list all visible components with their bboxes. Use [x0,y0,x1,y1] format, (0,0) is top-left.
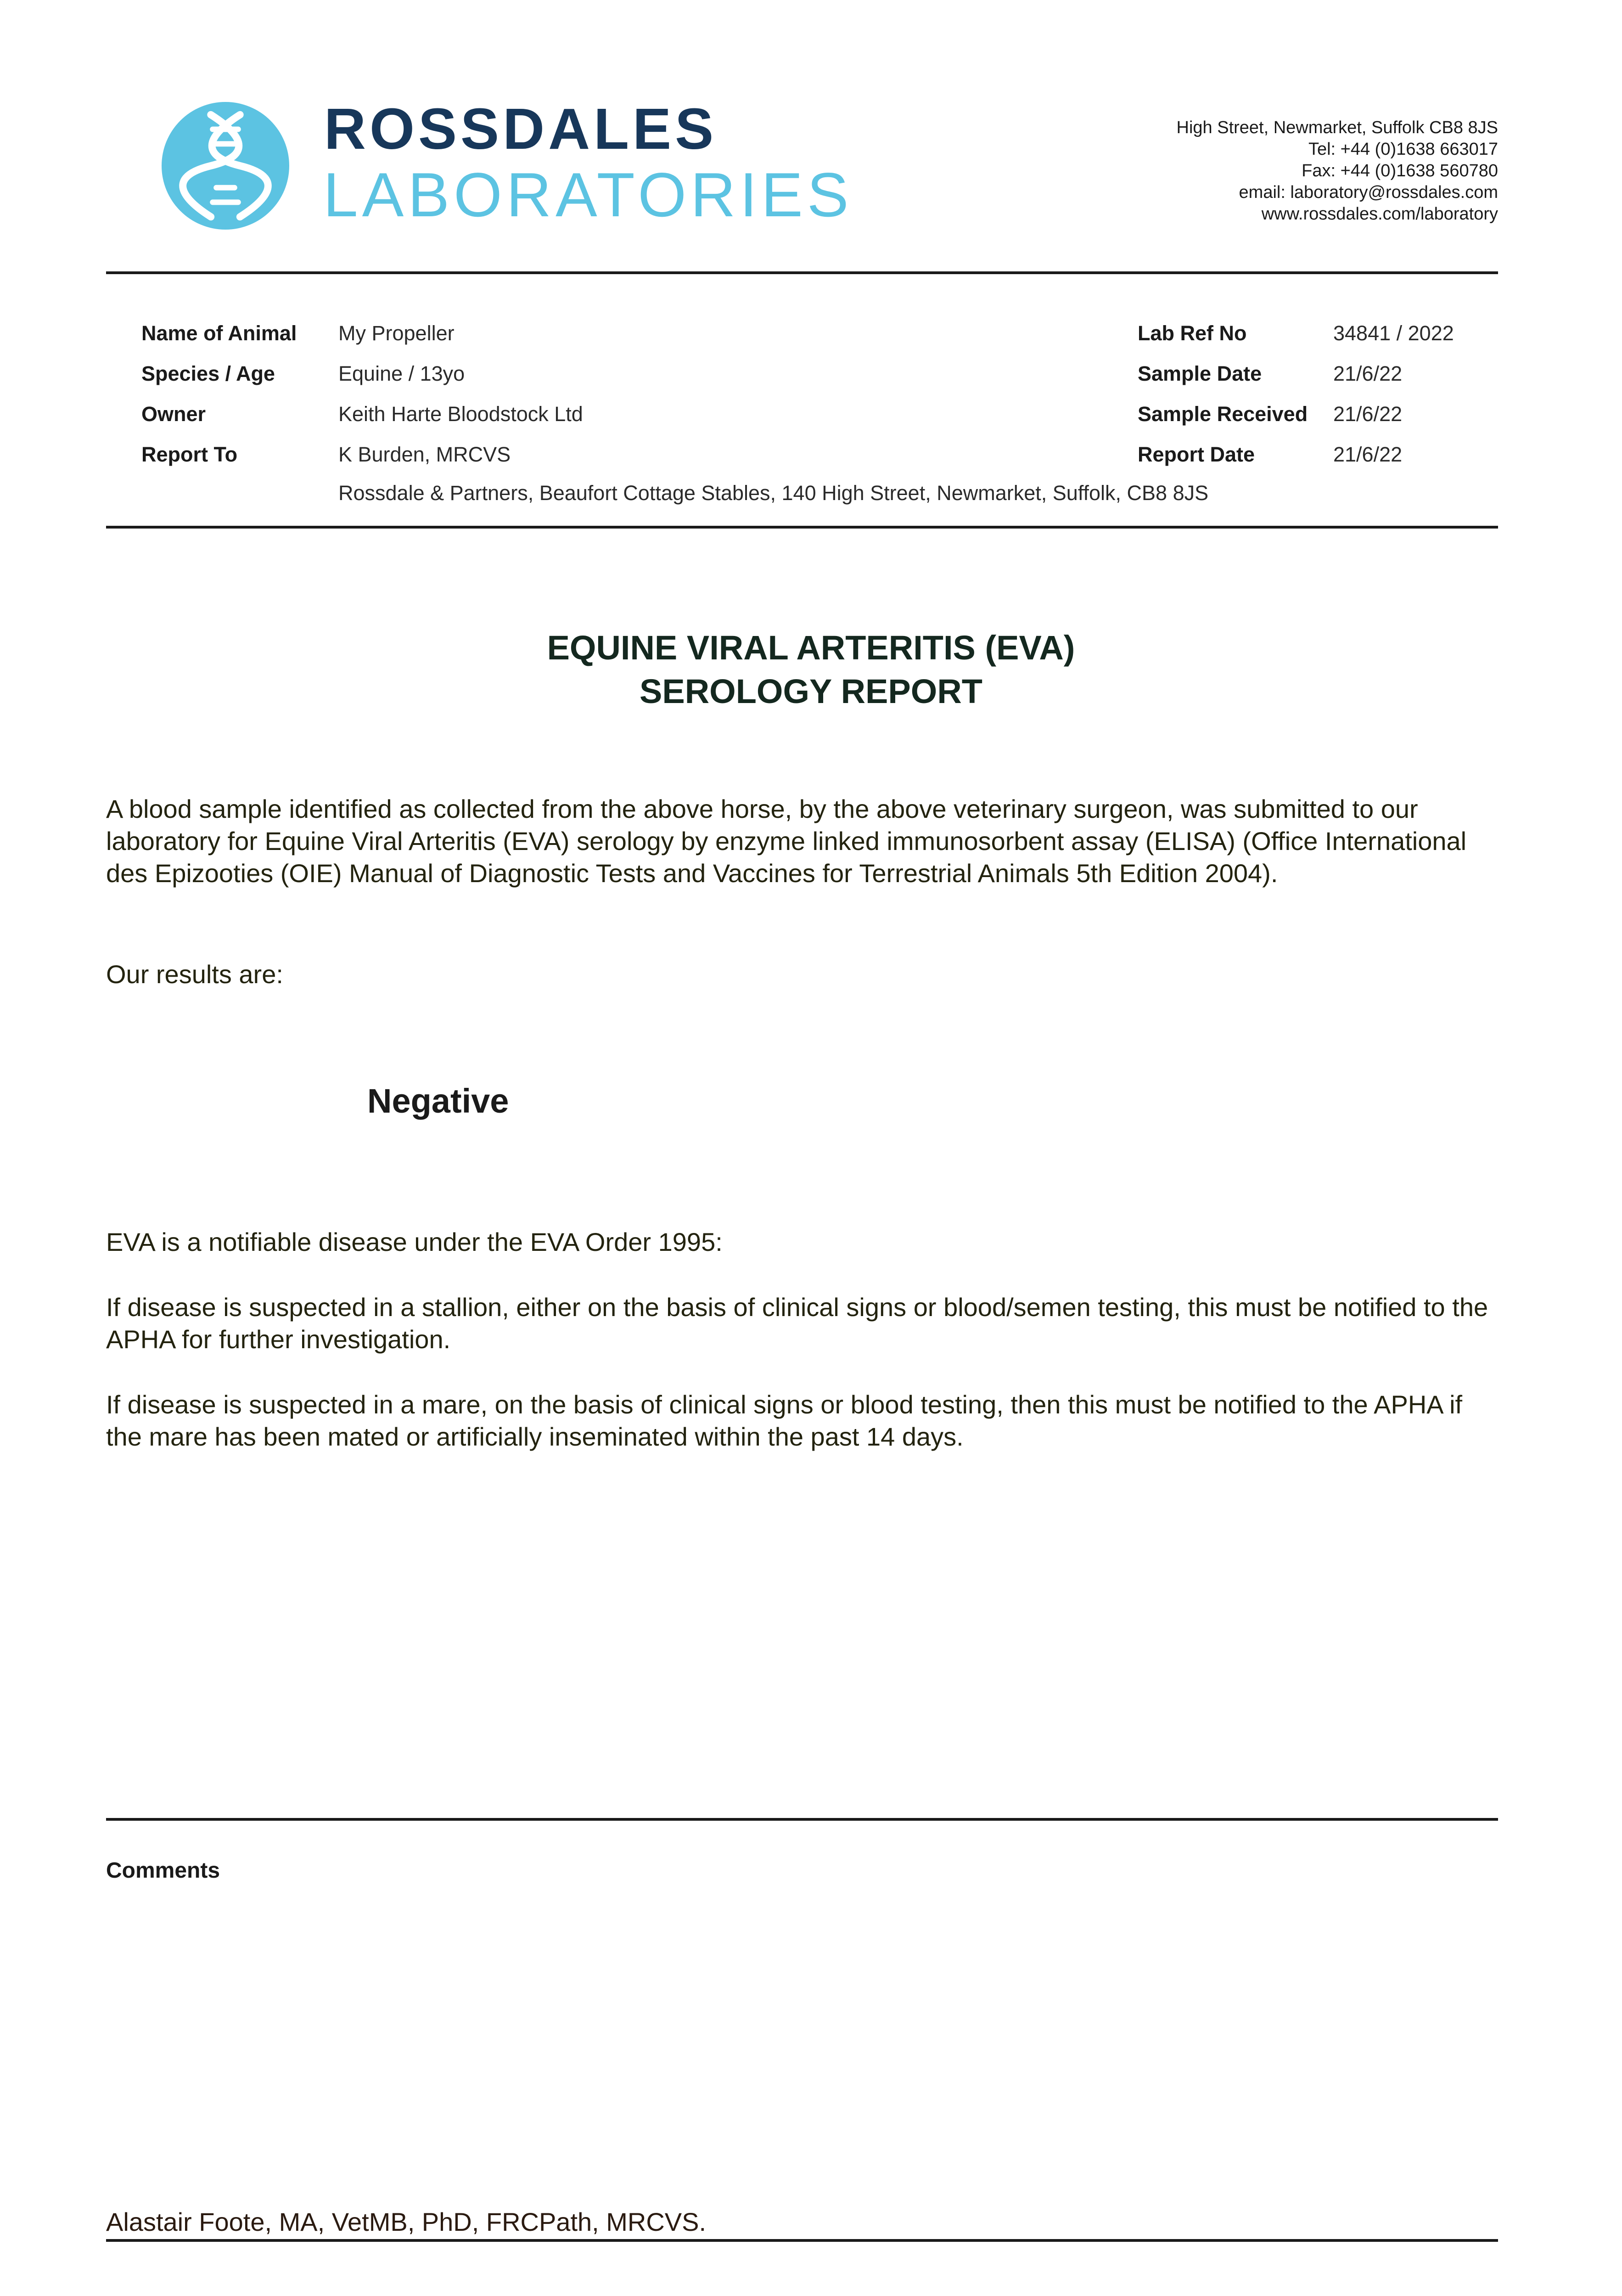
name-value: My Propeller [338,321,455,345]
sample-received-value: 21/6/22 [1333,402,1403,426]
result-value: Negative [367,1082,509,1120]
report-title-line2: SEROLOGY REPORT [640,672,982,710]
contact-email: email: laboratory@rossdales.com [1239,183,1498,202]
brand-name: ROSSDALES [324,96,718,161]
lab-ref-label: Lab Ref No [1138,321,1247,345]
comments-divider [106,1818,1498,1821]
dna-helix-icon [162,102,289,230]
report-to-address: Rossdale & Partners, Beaufort Cottage Stables, 140 High Street, Newmarket, Suffolk, CB8 8JS [338,481,1209,505]
stallion-note: If disease is suspected in a stallion, either on the basis of clinical signs or blood/semen testing, this must be notified to the APHA for further investigation. [106,1293,1488,1354]
owner-value: Keith Harte Bloodstock Ltd [338,402,583,426]
contact-block [1177,117,1498,225]
sample-date-label: Sample Date [1138,362,1262,385]
report-to-label: Report To [141,443,238,466]
results-intro: Our results are: [106,960,283,989]
lab-ref-value: 34841 / 2022 [1333,321,1454,345]
intro-paragraph: A blood sample identified as collected from the above horse, by the above veterinary surgeon, was submitted to our laboratory for Equine Viral Arteritis (EVA) serology by enzyme linked immunosorbent assay (ELISA) (Office International des Epizooties (OIE) Manual of Diagnostic Tests and Vaccines for Terrestrial Animals 5th Edition 2004). [106,794,1467,888]
mare-note: If disease is suspected in a mare, on the basis of clinical signs or blood testing, then this must be notified to the APHA if the mare has been mated or artificially inseminated within the past 14 days. [106,1390,1463,1451]
species-label: Species / Age [141,362,275,385]
report-title-line1: EQUINE VIRAL ARTERITIS (EVA) [547,629,1075,667]
owner-label: Owner [141,402,206,426]
name-label: Name of Animal [141,321,297,345]
signature: Alastair Foote, MA, VetMB, PhD, FRCPath, MRCVS. [106,2207,707,2236]
brand-subname: LABORATORIES [323,160,853,230]
comments-label: Comments [106,1858,220,1883]
info-divider [106,526,1498,529]
report-date-value: 21/6/22 [1333,443,1403,466]
contact-tel: Tel: +44 (0)1638 663017 [1308,140,1498,159]
sample-date-value: 21/6/22 [1333,362,1403,385]
contact-fax: Fax: +44 (0)1638 560780 [1302,161,1498,180]
species-value: Equine / 13yo [338,362,465,385]
report-date-label: Report Date [1138,443,1255,466]
report-to-value: K Burden, MRCVS [338,443,511,466]
contact-web: www.rossdales.com/laboratory [1261,204,1498,224]
contact-address: High Street, Newmarket, Suffolk CB8 8JS [1176,118,1498,137]
footer-divider [106,2239,1498,2242]
header-divider [106,271,1498,274]
notifiable-statement: EVA is a notifiable disease under the EVA Order 1995: [106,1227,723,1256]
sample-received-label: Sample Received [1138,402,1308,426]
